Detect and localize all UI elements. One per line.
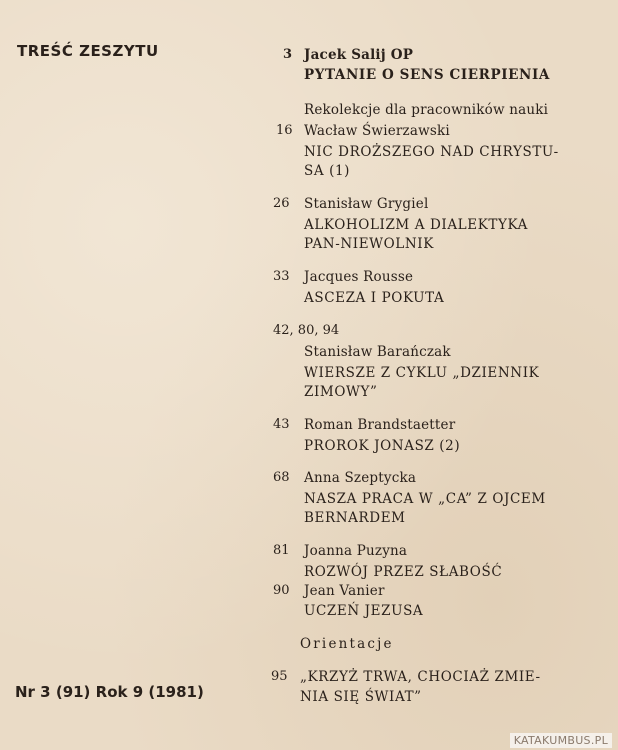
entry-author: Stanisław Grygiel — [304, 196, 429, 212]
entry-author: Anna Szeptycka — [304, 470, 417, 486]
entry-page-number: 95 — [271, 669, 288, 684]
entry-author: Jacques Rousse — [304, 269, 414, 285]
entry-title: ALKOHOLIZM A DIALEKTYKA — [304, 217, 528, 233]
entry-title: PAN-NIEWOLNIK — [304, 236, 434, 252]
entry-title: UCZEŃ JEZUSA — [304, 603, 424, 619]
entry-author: Joanna Puzyna — [304, 543, 408, 559]
series-label: Rekolekcje dla pracowników nauki — [304, 102, 549, 118]
entry-title: SA (1) — [304, 163, 351, 179]
entry-page-number: 90 — [273, 583, 290, 598]
entry-page-number: 81 — [273, 543, 290, 558]
entry-title: „KRZYŻ TRWA, CHOCIAŻ ZMIE- — [300, 669, 541, 685]
entry-title: NIC DROŻSZEGO NAD CHRYSTU- — [304, 144, 559, 160]
entry-title: PYTANIE O SENS CIERPIENIA — [304, 67, 550, 83]
entry-author: Jean Vanier — [304, 583, 385, 599]
entry-author: Wacław Świerzawski — [304, 123, 450, 139]
entry-title: ROZWÓJ PRZEZ SŁABOŚĆ — [304, 564, 503, 580]
entry-author: Roman Brandstaetter — [304, 417, 456, 433]
entry-page-number: 16 — [276, 123, 293, 138]
entry-page-number: 26 — [273, 196, 290, 211]
section-label: Orientacje — [300, 636, 394, 652]
issue-info: Nr 3 (91) Rok 9 (1981) — [15, 683, 204, 701]
entry-title: BERNARDEM — [304, 510, 406, 526]
entry-page-number: 42, 80, 94 — [273, 323, 340, 338]
entry-title: ASCEZA I POKUTA — [304, 290, 445, 306]
entry-page-number: 3 — [283, 47, 293, 62]
toc-heading: TREŚĆ ZESZYTU — [17, 42, 159, 60]
entry-title: NASZA PRACA W „CA” Z OJCEM — [304, 491, 546, 507]
entry-page-number: 68 — [273, 470, 290, 485]
entry-title: NIA SIĘ ŚWIAT” — [300, 689, 422, 705]
entry-page-number: 43 — [273, 417, 290, 432]
watermark-text: KATAKUMBUS.PL — [510, 733, 612, 748]
entry-page-number: 33 — [273, 269, 290, 284]
entry-title: PROROK JONASZ (2) — [304, 438, 461, 454]
entry-title: WIERSZE Z CYKLU „DZIENNIK — [304, 365, 540, 381]
entry-title: ZIMOWY” — [304, 384, 378, 400]
entry-author: Jacek Salij OP — [304, 47, 414, 63]
entry-author: Stanisław Barańczak — [304, 344, 451, 360]
